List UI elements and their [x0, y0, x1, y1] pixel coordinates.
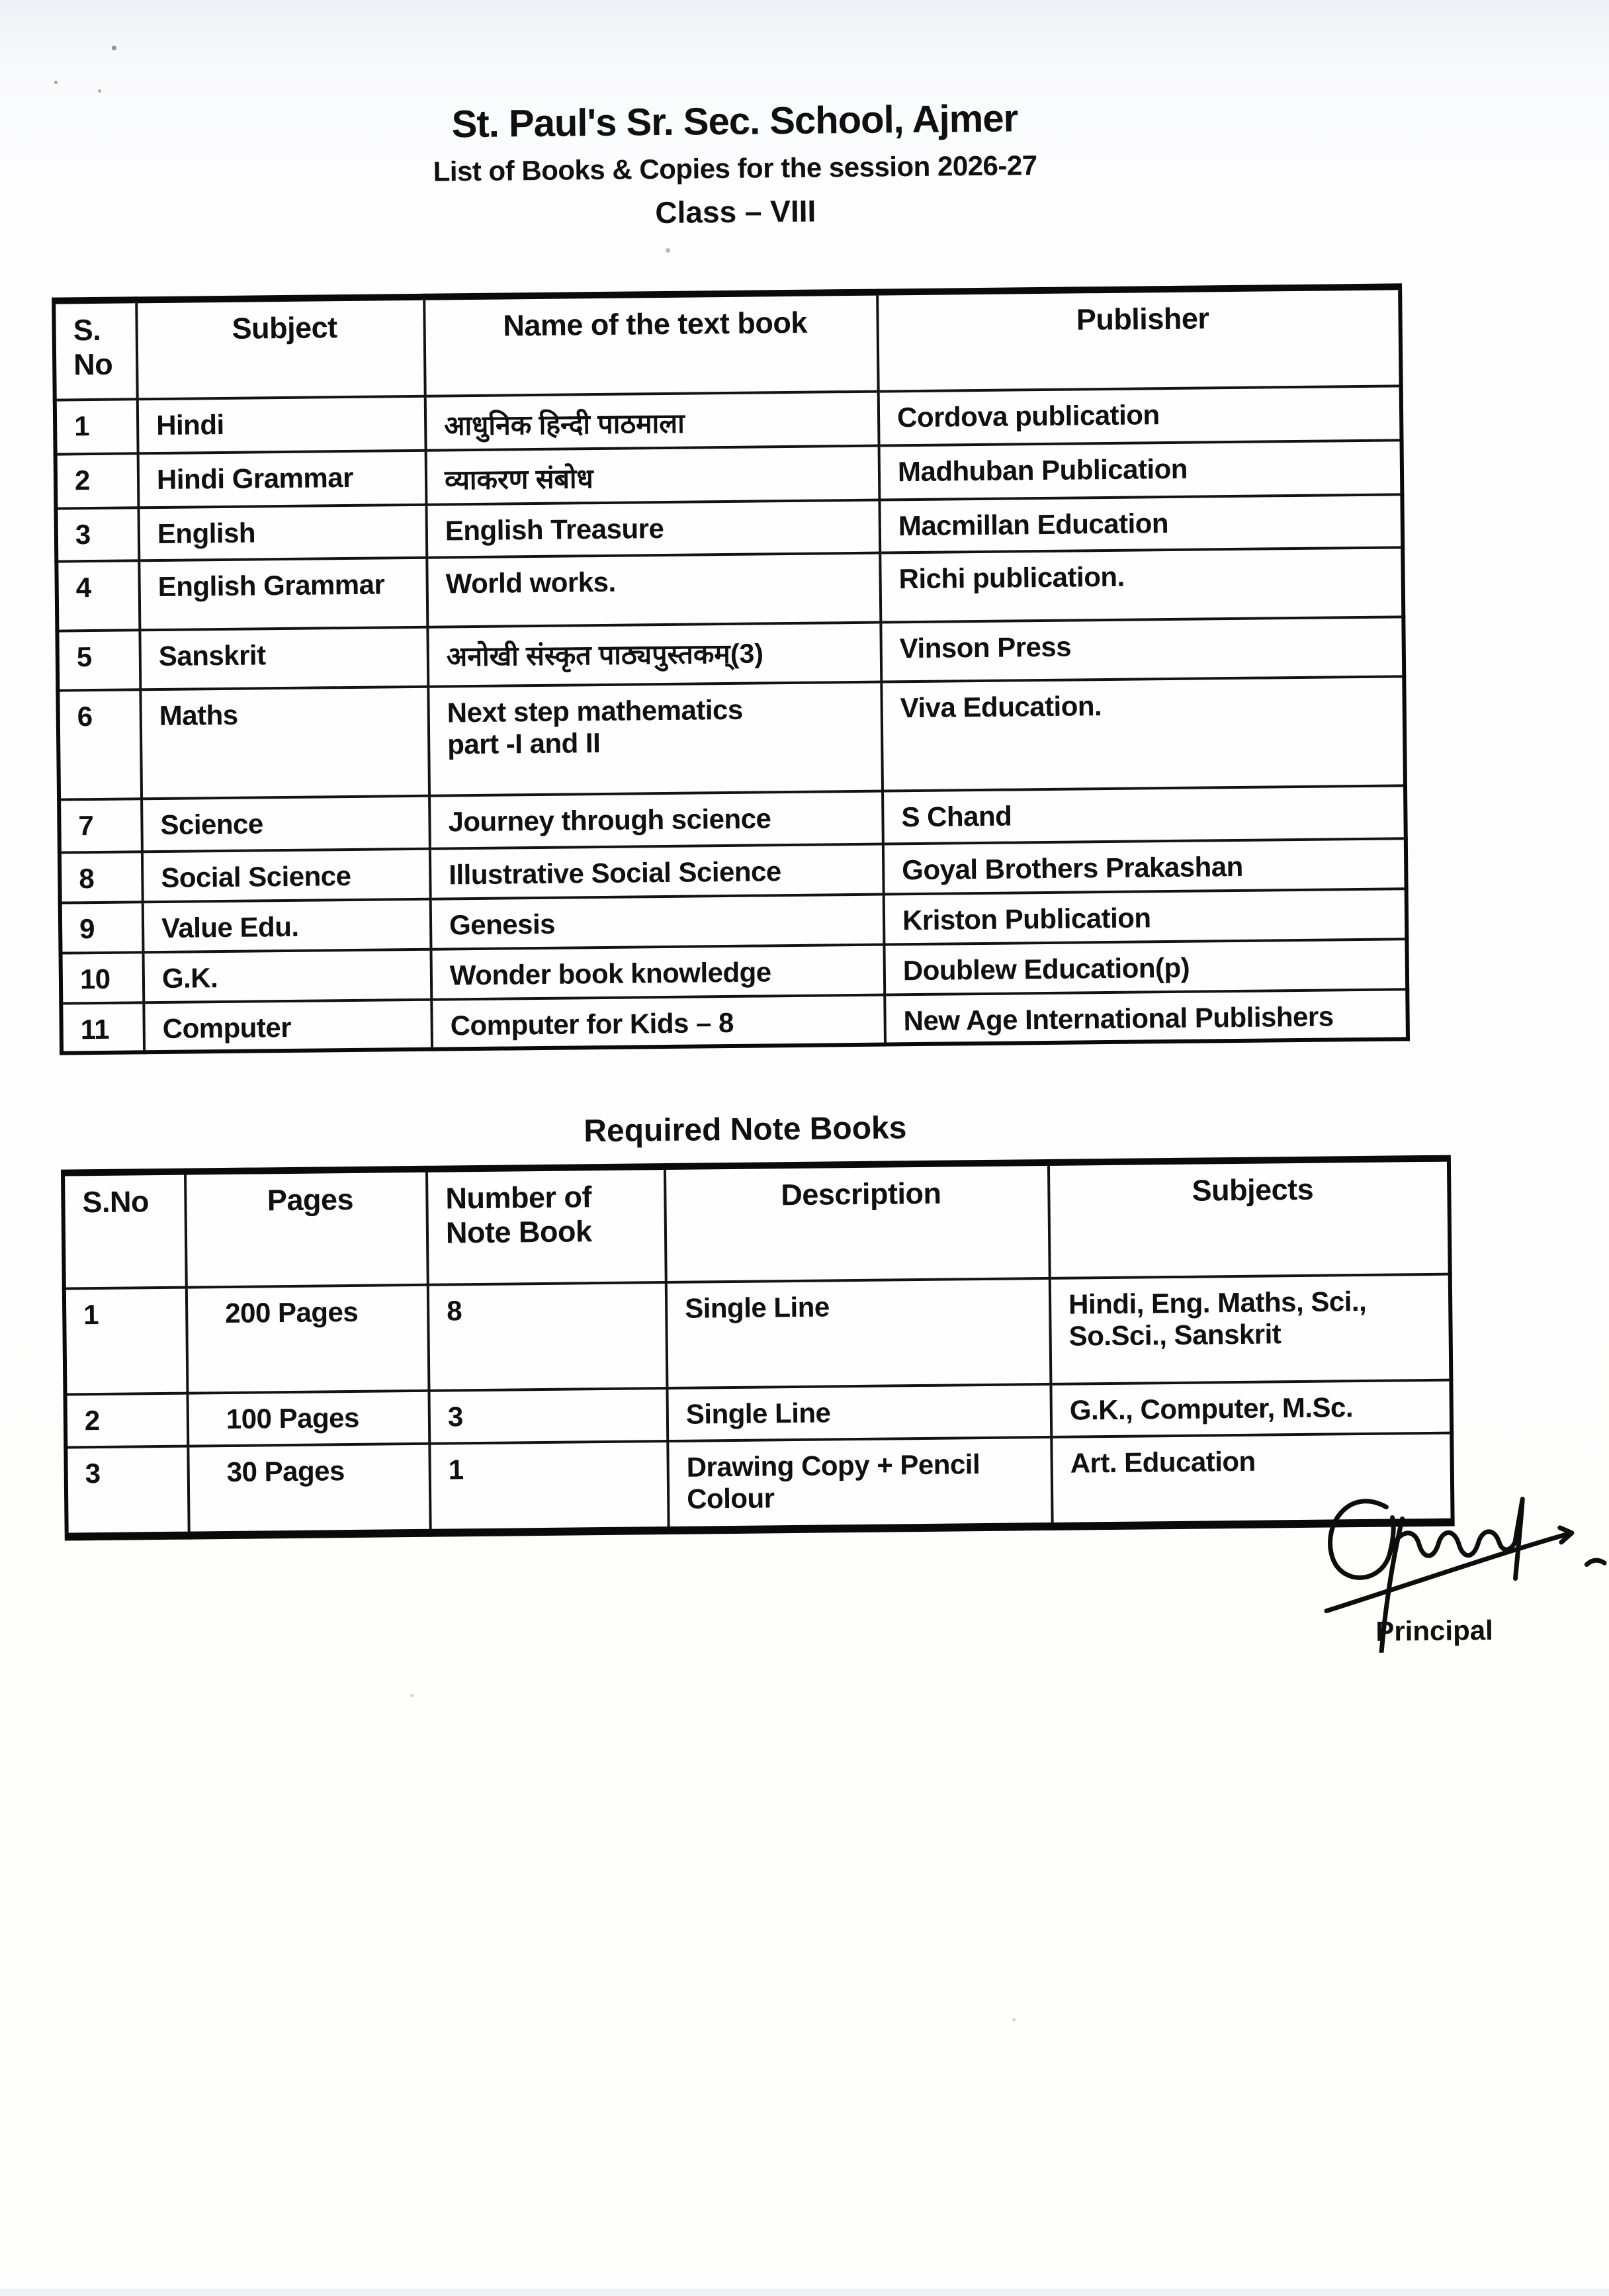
cell-publisher: New Age International Publishers	[885, 989, 1408, 1044]
cell-publisher: Madhuban Publication	[879, 440, 1403, 500]
cell-subjects: G.K., Computer, M.Sc.	[1051, 1380, 1452, 1437]
cell-publisher: Macmillan Education	[879, 494, 1403, 552]
cell-pages: 100 Pages	[187, 1391, 429, 1446]
cell-publisher: Doublew Education(p)	[884, 939, 1407, 994]
class-line: Class – VIII	[655, 193, 816, 230]
cell-publisher: Vinson Press	[881, 617, 1404, 682]
col-header-pages: Pages	[185, 1169, 428, 1288]
notebooks-section-title: Required Note Books	[584, 1110, 907, 1149]
cell-sno: 3	[56, 508, 139, 561]
cell-subject: Hindi	[138, 396, 426, 454]
cell-count: 1	[429, 1441, 668, 1533]
cell-book: Illustrative Social Science	[430, 844, 884, 899]
scan-noise	[0, 0, 3, 3]
cell-publisher: Goyal Brothers Prakashan	[883, 838, 1407, 894]
cell-sno: 2	[56, 453, 139, 508]
cell-subject: Hindi Grammar	[138, 451, 427, 508]
document-title: List of Books & Copies for the session 2026-27	[433, 150, 1037, 187]
cell-description: Drawing Copy + Pencil Colour	[668, 1437, 1052, 1530]
cell-pages: 30 Pages	[188, 1444, 430, 1536]
cell-sno: 5	[57, 630, 140, 690]
cell-book: Journey through science	[429, 791, 883, 849]
books-header-row	[54, 287, 1401, 400]
cell-sno: 6	[58, 689, 142, 799]
cell-sno: 9	[60, 902, 144, 953]
cell-sno: 2	[65, 1393, 188, 1448]
cell-subject: English	[138, 505, 427, 561]
cell-book: आधुनिक हिन्दी पाठमाला	[425, 392, 879, 451]
cell-sno: 4	[56, 560, 140, 631]
cell-book: English Treasure	[426, 500, 880, 558]
cell-sno: 1	[64, 1288, 188, 1395]
col-header-sno: S. No	[54, 300, 138, 400]
cell-subject: G.K.	[144, 949, 432, 1003]
books-table	[52, 283, 1410, 1055]
cell-count: 3	[429, 1388, 668, 1444]
col-header-count: Number of Note Book	[427, 1167, 666, 1285]
cell-count: 8	[428, 1282, 668, 1391]
cell-book: Wonder book knowledge	[431, 945, 885, 1000]
table-row	[64, 1274, 1452, 1395]
cell-publisher: Viva Education.	[881, 676, 1405, 791]
cell-sno: 7	[59, 799, 142, 852]
cell-pages: 200 Pages	[187, 1285, 429, 1393]
col-header-publisher: Publisher	[877, 287, 1401, 391]
principal-signature	[1288, 1478, 1608, 1648]
cell-sno: 3	[65, 1446, 189, 1537]
cell-description: Single Line	[666, 1278, 1051, 1388]
cell-publisher: Richi publication.	[880, 547, 1403, 622]
cell-sno: 10	[61, 952, 144, 1003]
cell-publisher: Cordova publication	[879, 386, 1402, 445]
cell-subject: Computer	[144, 1000, 432, 1053]
school-name: St. Paul's Sr. Sec. School, Ajmer	[451, 97, 1018, 146]
cell-subject: Science	[142, 796, 430, 852]
document-header	[39, 0, 1431, 237]
cell-book: व्याकरण संबोध	[426, 446, 880, 505]
cell-subjects: Art. Education	[1051, 1433, 1452, 1526]
notebooks-header-row	[63, 1159, 1450, 1289]
cell-sno: 11	[61, 1002, 144, 1053]
table-row	[58, 676, 1405, 799]
cell-publisher: Kriston Publication	[884, 889, 1407, 944]
cell-book: Genesis	[431, 895, 885, 949]
cell-sno: 1	[55, 399, 138, 454]
cell-book: Computer for Kids – 8	[431, 995, 885, 1049]
col-header-sno: S.No	[63, 1172, 187, 1289]
cell-sno: 8	[60, 852, 143, 903]
cell-subject: Social Science	[142, 849, 431, 903]
principal-label: Principal	[1375, 1614, 1493, 1647]
cell-subject: Sanskrit	[140, 627, 428, 690]
cell-publisher: S Chand	[883, 785, 1406, 844]
cell-subject: Value Edu.	[143, 899, 431, 953]
cell-book: Next step mathematics part -I and II	[428, 682, 883, 796]
cell-book: अनोखी संस्कृत पाठ्यपुस्तकम्(3)	[427, 623, 881, 687]
cell-book: World works.	[427, 553, 881, 627]
cell-subject: Maths	[140, 687, 429, 799]
cell-description: Single Line	[667, 1384, 1051, 1441]
cell-subjects: Hindi, Eng. Maths, Sci., So.Sci., Sanskrit	[1050, 1274, 1452, 1384]
col-header-description: Description	[665, 1163, 1050, 1282]
col-header-subjects: Subjects	[1049, 1159, 1450, 1278]
notebooks-table	[61, 1155, 1455, 1541]
cell-subject: English Grammar	[139, 558, 427, 631]
table-row	[65, 1433, 1452, 1537]
col-header-book: Name of the text book	[424, 292, 879, 396]
col-header-subject: Subject	[136, 297, 425, 400]
